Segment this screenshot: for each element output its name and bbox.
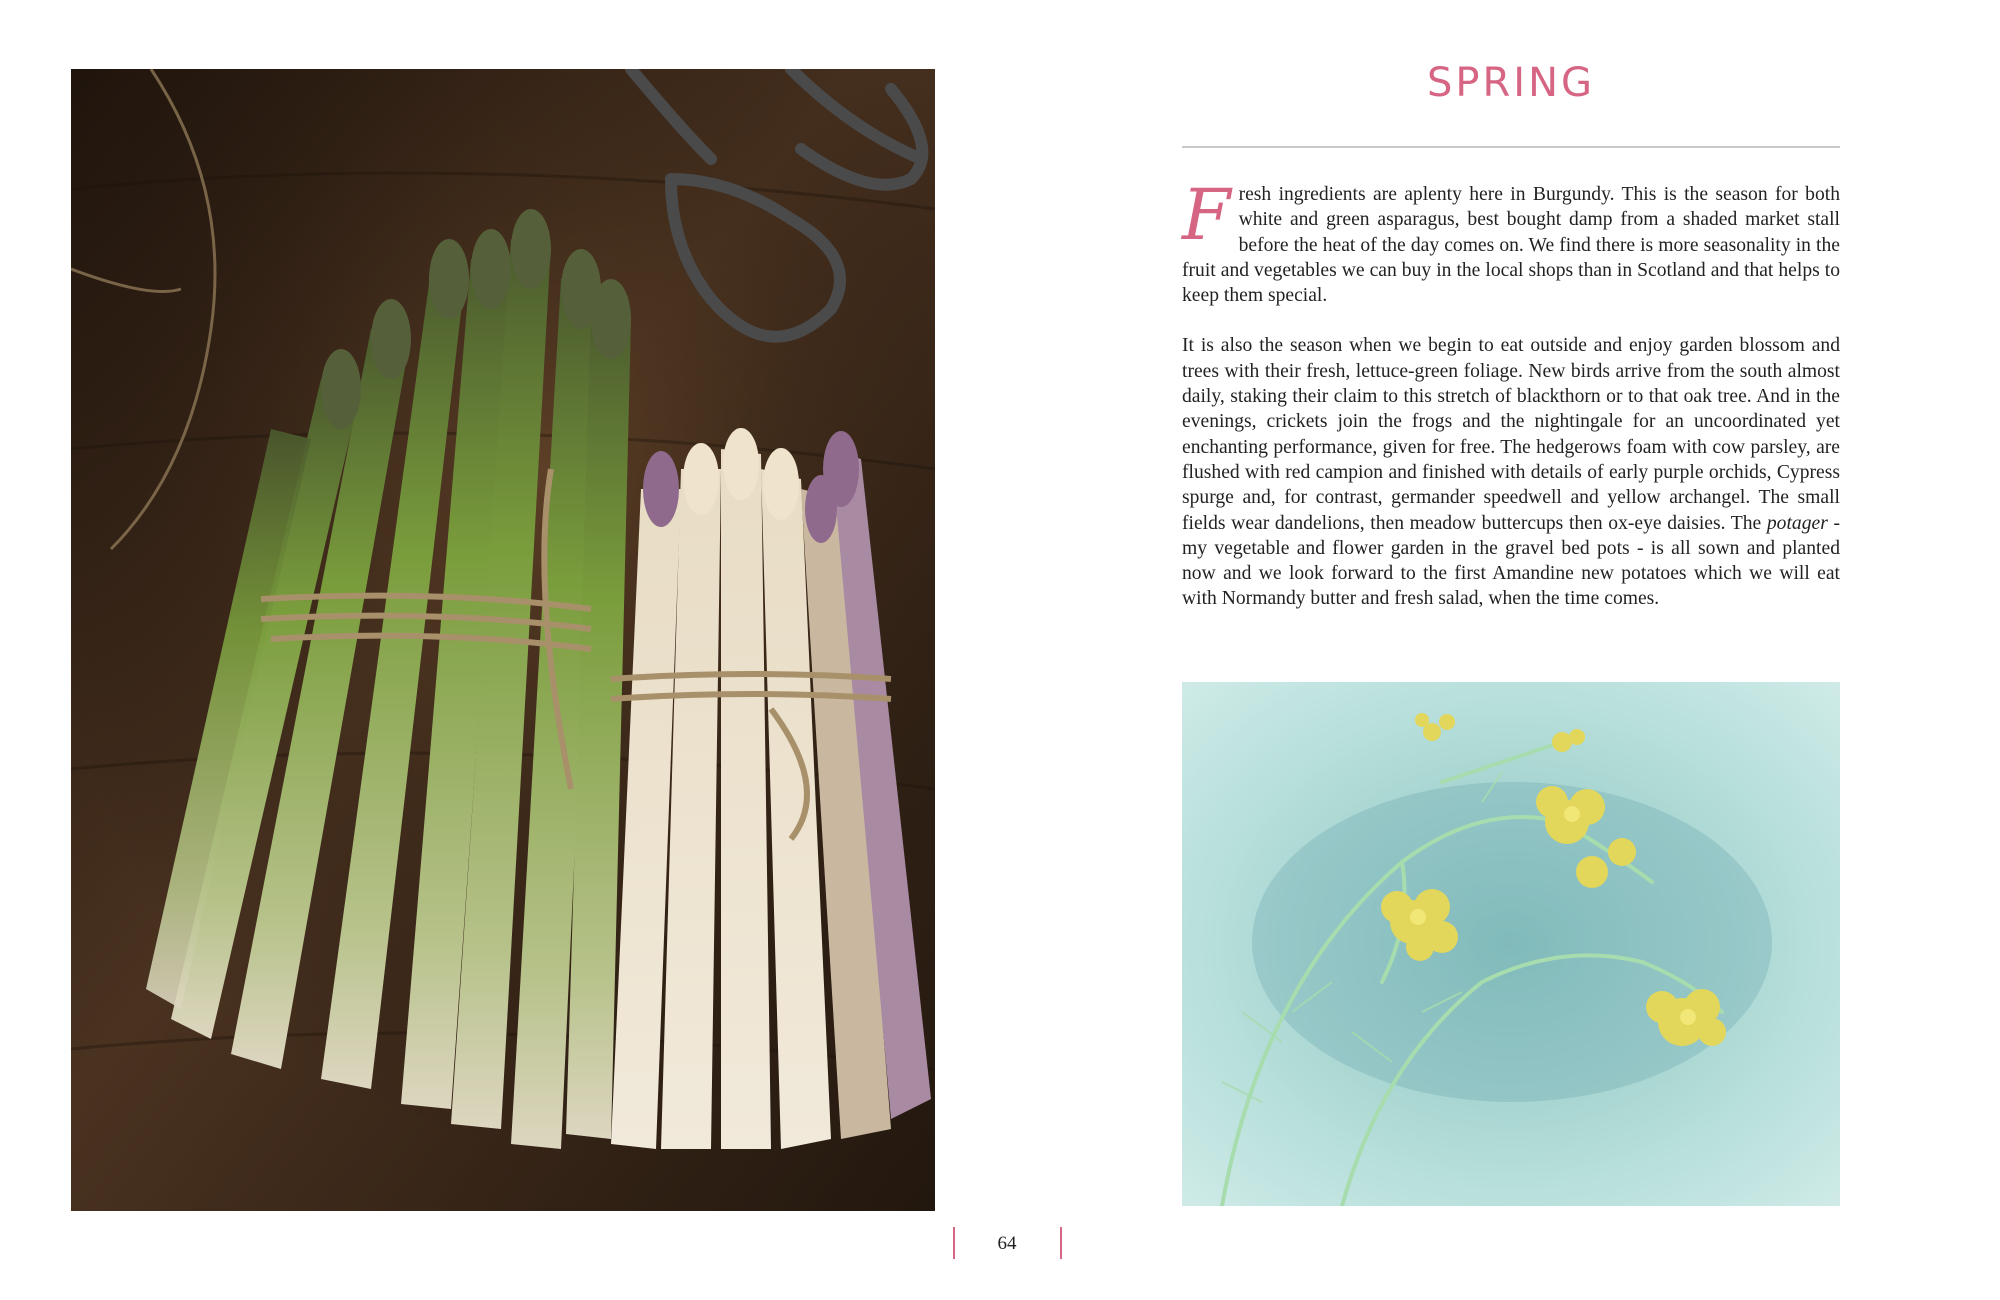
paragraph-2-italic-term: potager [1766, 512, 1828, 534]
paragraph-2-text-a: It is also the season when we begin to eat outside and enjoy garden blossom and trees with their fresh, lettuce-green foliage. New birds arrive from the south almost daily, staking their claim to this stretch of blackthorn or to that oak tree. And in the evenings, crickets join the frogs and the nightingale for an uncoordinated yet enchanting performance, given for free. The hedgerows foam with cow parsley, are flushed with red campion and finished with details of early purple orchids, Cypress spurge and, for contrast, germander speedwell and yellow archangel. The small fields wear dandelions, then meadow buttercups then ox-eye daisies. The [1182, 335, 1840, 534]
page-number-bar-right [1060, 1227, 1062, 1259]
drop-cap: F [1182, 174, 1231, 256]
paragraph-2 [1182, 333, 1840, 611]
paragraph-1-text: resh ingredients are aplenty here in Burgundy. This is the season for both white and green asparagus, best bought damp from a shaded market stall before the heat of the day comes on. We find there is more seasonality in the fruit and vegetables we can buy in the local shops than in Scotland and that helps to keep them special. [1182, 184, 1840, 307]
asparagus-photo-icon [71, 69, 935, 1211]
page-number: 64 [997, 1233, 1017, 1254]
title-divider [1182, 146, 1840, 148]
article-body [1182, 174, 1840, 637]
wildflower-photo [1182, 682, 1840, 1206]
page-title: SPRING [1426, 60, 1596, 106]
paragraph-1 [1182, 174, 1840, 308]
wildflower-photo-icon [1182, 682, 1840, 1206]
asparagus-photo [71, 69, 935, 1211]
paragraph-2-text-b: - my vegetable and flower garden in the gravel bed pots - is all sown and planted now and we look forward to the first Amandine new potatoes which we will eat with Normandy butter and fresh salad, when the time comes. [1182, 512, 1840, 610]
